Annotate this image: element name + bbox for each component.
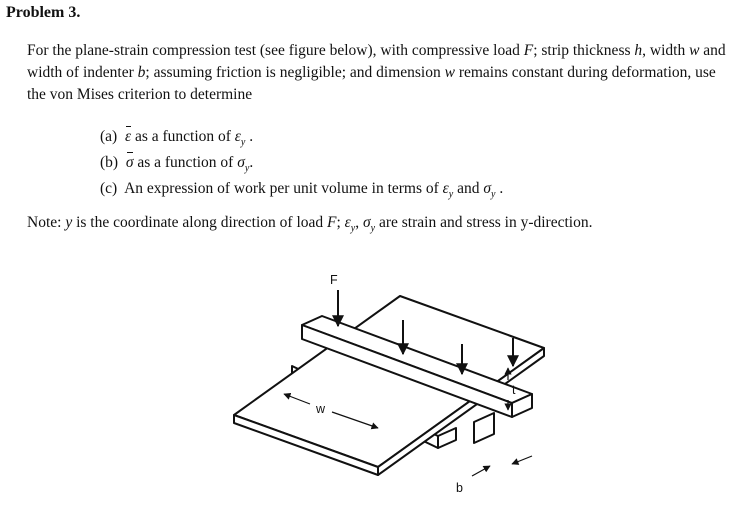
problem-title: Problem 3. <box>6 4 81 21</box>
sigma-bar: σ <box>126 150 134 176</box>
intro-text-5: ; assuming friction is negligible; and dimension <box>145 64 445 81</box>
b-dim-arrow-1 <box>472 466 490 476</box>
label-t: t <box>512 383 516 397</box>
intro-text-4: and width of indenter <box>27 42 726 81</box>
label-b: b <box>456 481 463 495</box>
intro-text-6: remains constant during deformation, use the von Mises criterion to determine <box>27 64 716 103</box>
task-c: (c) An expression of work per unit volume in terms of $\varepsilon_y$ and $\sigma_y$ . <box>100 180 504 200</box>
label-F: F <box>330 273 338 287</box>
b-dim-arrow-2 <box>512 456 532 464</box>
problem-statement <box>27 40 732 106</box>
plane-strain-figure <box>228 268 548 504</box>
var-h: h <box>634 42 643 59</box>
note: Note: y is the coordinate along direction of load F; $\varepsilon_y$, $\sigma_y$ are strain and stress in y-direction. <box>27 214 593 234</box>
task-list <box>100 124 503 202</box>
task-b: (b) σ as a function of $\sigma_y$. <box>100 150 503 176</box>
intro-text-1: For the plane-strain compression test (see figure below), with compressive load <box>27 42 524 59</box>
intro-text-3: , width <box>642 42 690 59</box>
var-b: b <box>137 64 146 81</box>
epsilon-bar: ε <box>125 124 131 150</box>
var-w2: w <box>444 64 455 81</box>
label-w: w <box>316 402 326 416</box>
var-F: F <box>523 42 534 59</box>
var-w: w <box>689 42 700 59</box>
intro-text-2: ; strip thickness <box>533 42 635 59</box>
task-a: (a) ε as a function of $\varepsilon_y$ . <box>100 124 503 150</box>
